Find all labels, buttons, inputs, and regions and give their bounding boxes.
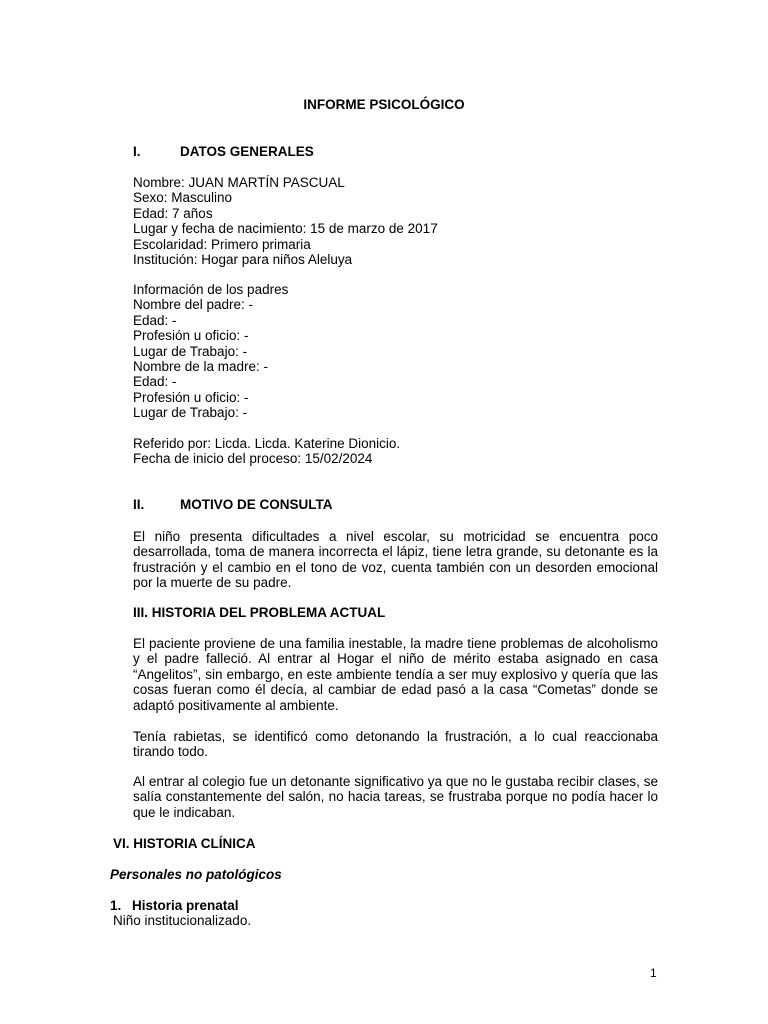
mother-age-line: Edad: -: [133, 374, 177, 390]
document-title: INFORME PSICOLÓGICO: [303, 97, 465, 112]
father-age-line: Edad: -: [133, 312, 177, 328]
father-name-line: Nombre del padre: -: [133, 297, 254, 313]
section-heading-historia-clinica: VI. HISTORIA CLÍNICA: [113, 836, 256, 851]
section-heading-historia-problema: III. HISTORIA DEL PROBLEMA ACTUAL: [133, 605, 386, 620]
section-title: DATOS GENERALES: [180, 144, 314, 159]
child-schooling-line: Escolaridad: Primero primaria: [133, 236, 311, 252]
child-info-block: [133, 175, 438, 267]
child-birth-line: Lugar y fecha de nacimiento: 15 de marzo de 2017: [133, 221, 438, 237]
item-number: 1.: [110, 898, 122, 913]
section-title: MOTIVO DE CONSULTA: [180, 497, 333, 512]
child-name-line: Nombre: JUAN MARTÍN PASCUAL: [133, 175, 345, 190]
process-start-line: Fecha de inicio del proceso: 15/02/2024: [133, 451, 373, 467]
section-heading-motivo-consulta: [133, 497, 333, 513]
historia-paragraph-1: El paciente proviene de una familia inestable, la madre tiene problemas de alcoholismo y el padre falleció. Al entrar al Hogar el niño de mérito estaba asignado en casa “Angelitos”, sin embargo, en este ambiente tendía a ser muy explosivo y quería que las cosas fueran como él decía, al cambiar de edad pasó a la casa “Cometas” donde se adaptó positivamente al ambiente.: [133, 636, 658, 713]
section-number: I.: [133, 144, 141, 159]
subheading-personales-no-patologicos: Personales no patológicos: [110, 867, 282, 882]
historia-paragraph-2: Tenía rabietas, se identificó como detonando la frustración, a lo cual reaccionaba tirando todo.: [133, 729, 658, 760]
section-number: II.: [133, 497, 145, 512]
father-workplace-line: Lugar de Trabajo: -: [133, 343, 248, 359]
item-heading-historia-prenatal: [110, 898, 239, 914]
father-profession-line: Profesión u oficio: -: [133, 328, 249, 344]
mother-name-line: Nombre de la madre: -: [133, 358, 269, 374]
item-title: Historia prenatal: [132, 898, 239, 913]
historia-paragraph-3: Al entrar al colegio fue un detonante significativo ya que no le gustaba recibir clases, se salía constantemente del salón, no hacia tareas, se frustraba porque no podía hacer lo que le indicaban.: [133, 774, 658, 820]
referral-info-block: [133, 436, 400, 467]
child-sex-line: Sexo: Masculino: [133, 190, 233, 206]
item-text-historia-prenatal: Niño institucionalizado.: [113, 913, 252, 928]
child-age-line: Edad: 7 años: [133, 205, 213, 221]
referred-by-line: Referido por: Licda. Licda. Katerine Dionicio.: [133, 436, 401, 451]
mother-profession-line: Profesión u oficio: -: [133, 389, 249, 405]
parents-info-heading: Información de los padres: [133, 282, 289, 297]
child-institution-line: Institución: Hogar para niños Aleluya: [133, 251, 353, 267]
section-heading-datos-generales: [133, 144, 314, 160]
parents-info-block: [133, 282, 288, 421]
page-number: 1: [650, 966, 657, 980]
mother-workplace-line: Lugar de Trabajo: -: [133, 405, 248, 421]
motivo-consulta-paragraph: El niño presenta dificultades a nivel escolar, su motricidad se encuentra poco desarrollada, toma de manera incorrecta el lápiz, tiene letra grande, su detonante es la frustración y el cambio en el tono de voz, cuenta también con un desorden emocional por la muerte de su padre.: [133, 529, 658, 591]
